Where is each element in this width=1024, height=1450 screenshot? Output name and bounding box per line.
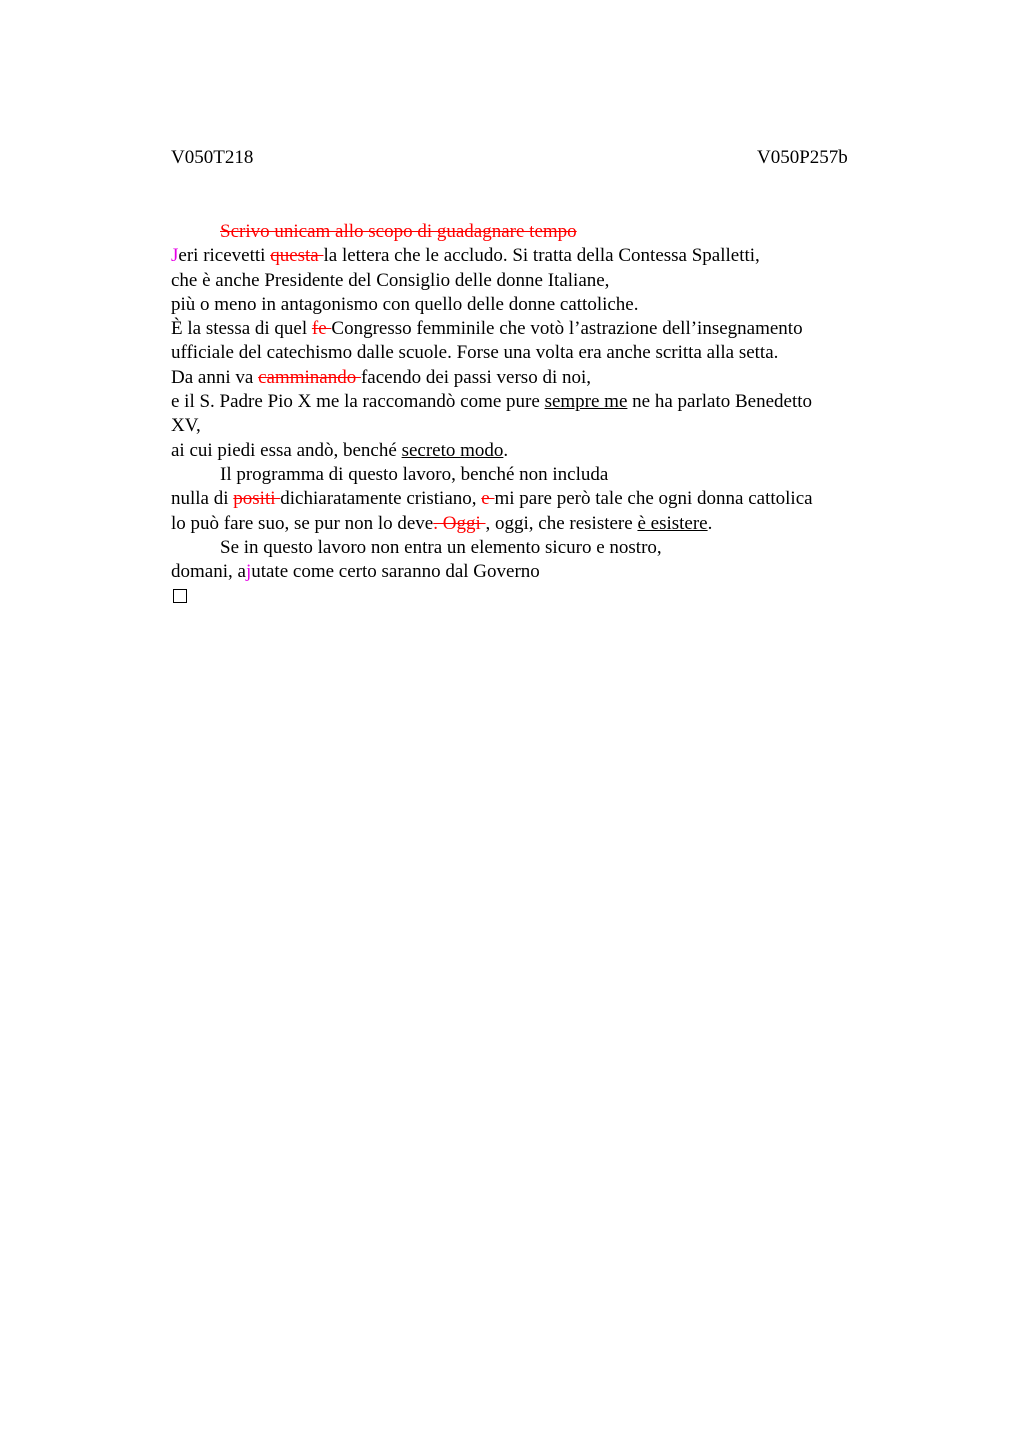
line-text: Il programma di questo lavoro, benché non includa (220, 463, 609, 485)
line-4 (171, 293, 871, 317)
line-text: che è anche Presidente del Consiglio delle donne Italiane, (171, 269, 610, 291)
line-2 (171, 244, 871, 268)
inserted-letter: J (171, 245, 179, 267)
line-6 (171, 341, 871, 365)
underlined-text: sempre me (544, 391, 628, 413)
line-12 (171, 487, 871, 511)
line-text: utate come certo saranno dal Governo (251, 561, 540, 583)
line-text: la lettera che le accludo. Si tratta della Contessa Spalletti, (323, 245, 760, 267)
line-text: . (503, 439, 509, 461)
line-3 (171, 269, 871, 293)
line-text: ai cui piedi essa andò, benché (171, 439, 402, 461)
page-id-right: V050P257b (757, 147, 848, 168)
line-text: È la stessa di quel (171, 318, 312, 340)
line-text: Congresso femminile che votò l’astrazione dell’insegnamento (331, 318, 803, 340)
line-8 (171, 390, 871, 414)
underlined-text: è esistere (637, 512, 708, 534)
line-text: lo può fare suo, se pur non lo deve (171, 512, 434, 534)
line-1 (171, 220, 871, 244)
line-text: mi pare però tale che ogni donna cattolica (494, 488, 813, 510)
line-9 (171, 414, 871, 438)
deleted-text: . Oggi (433, 512, 486, 534)
line-text: dichiaratamente cristiano, (280, 488, 482, 510)
line-text: più o meno in antagonismo con quello delle donne cattoliche. (171, 293, 639, 315)
deleted-text: camminando (258, 366, 361, 388)
line-15 (171, 560, 871, 584)
line-text: ufficiale del catechismo dalle scuole. Forse una volta era anche scritta alla setta. (171, 342, 779, 364)
deleted-text: e (481, 488, 495, 510)
document-id-left: V050T218 (171, 147, 254, 168)
transcription-body (171, 220, 871, 611)
deleted-text: Scrivo unicam allo scopo di guadagnare tempo (220, 221, 577, 242)
line-text: domani, a (171, 561, 246, 583)
line-text: nulla di (171, 488, 234, 510)
underlined-text: secreto modo (401, 439, 504, 461)
line-text: , oggi, che resistere (485, 512, 638, 534)
line-14 (171, 536, 871, 560)
line-11 (171, 463, 871, 487)
line-10 (171, 439, 871, 463)
line-7 (171, 366, 871, 390)
deleted-text: questa (270, 245, 324, 267)
empty-square-icon (173, 589, 187, 603)
line-text: Se in questo lavoro non entra un elemento sicuro e nostro, (220, 536, 662, 558)
deleted-text: positi (233, 488, 281, 510)
line-text: eri ricevetti (178, 245, 271, 267)
line-text: Da anni va (171, 366, 259, 388)
line-text: ne ha parlato Benedetto (627, 391, 813, 413)
line-text: XV, (171, 415, 201, 437)
line-16 (171, 584, 871, 610)
line-text: . (707, 512, 713, 534)
line-text: e il S. Padre Pio X me la raccomandò come pure (171, 391, 545, 413)
deleted-text: fe (311, 318, 332, 340)
line-13 (171, 512, 871, 536)
line-5 (171, 317, 871, 341)
inserted-letter: j (245, 561, 252, 583)
line-text: facendo dei passi verso di noi, (360, 366, 592, 388)
